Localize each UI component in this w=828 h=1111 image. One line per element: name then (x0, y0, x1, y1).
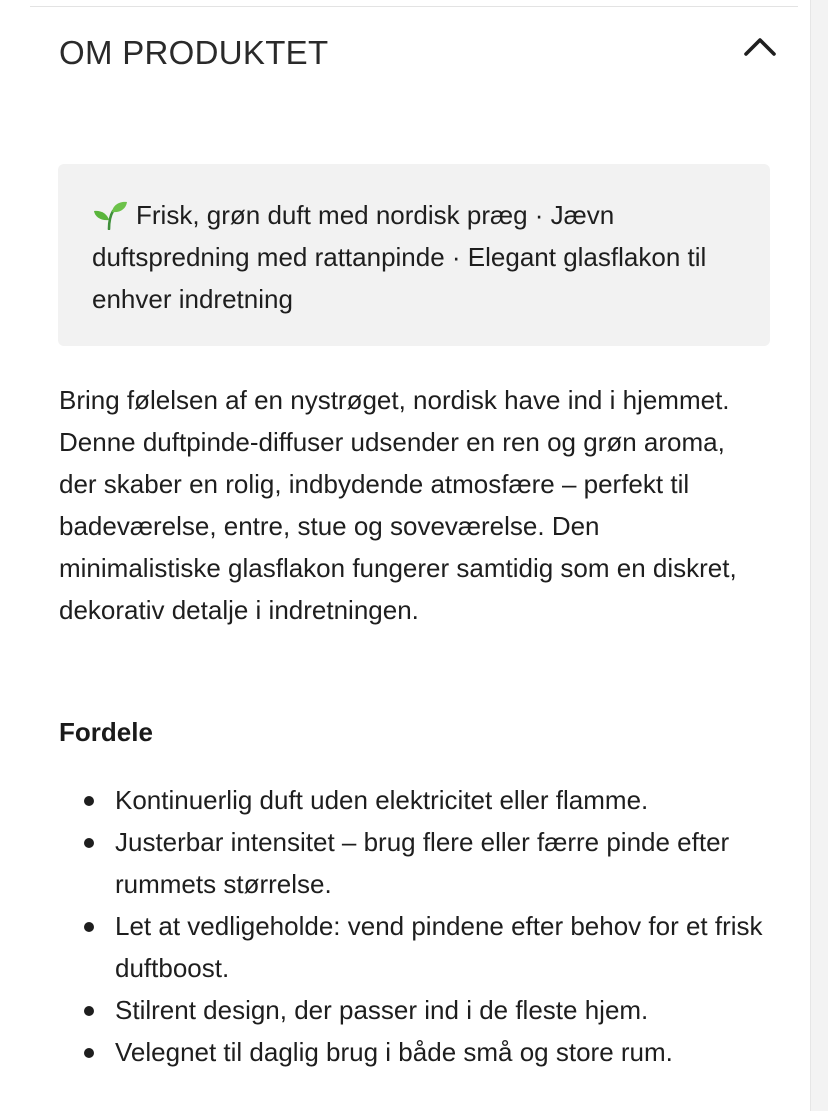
list-item: Justerbar intensitet – brug flere eller færre pinde efter rummets størrelse. (59, 821, 769, 905)
highlights-text: Frisk, grøn duft med nordisk præg · Jævn duftspredning med rattanpinde · Elegant glasflakon til enhver indretning (92, 200, 707, 314)
list-item: Kontinuerlig duft uden elektricitet eller flamme. (59, 779, 769, 821)
list-item: Let at vedligeholde: vend pindene efter behov for et frisk duftboost. (59, 905, 769, 989)
product-highlights-box (58, 164, 770, 346)
benefits-heading: Fordele (59, 717, 153, 747)
chevron-up-icon[interactable] (738, 26, 782, 62)
accordion-header-om-produktet[interactable] (0, 14, 810, 94)
product-description: Bring følelsen af en nystrøget, nordisk have ind i hjemmet. Denne duftpinde-diffuser udsender en ren og grøn aroma, der skaber en rolig, indbydende atmosfære – perfekt til badeværelse, entre, stue og soveværelse. Den minimalistiske glasflakon fungerer samtidig som en diskret, dekorativ detalje i indretningen. (59, 385, 737, 625)
list-item: Velegnet til daglig brug i både små og store rum. (59, 1031, 769, 1073)
highlights-paragraph (92, 194, 736, 320)
sprout-icon (92, 200, 128, 230)
accordion-title: OM PRODUKTET (59, 34, 329, 71)
list-item: Stilrent design, der passer ind i de fleste hjem. (59, 989, 769, 1031)
page-edge-scrollbar-track (810, 0, 828, 1111)
benefits-list (59, 779, 769, 1073)
section-divider (30, 6, 798, 7)
